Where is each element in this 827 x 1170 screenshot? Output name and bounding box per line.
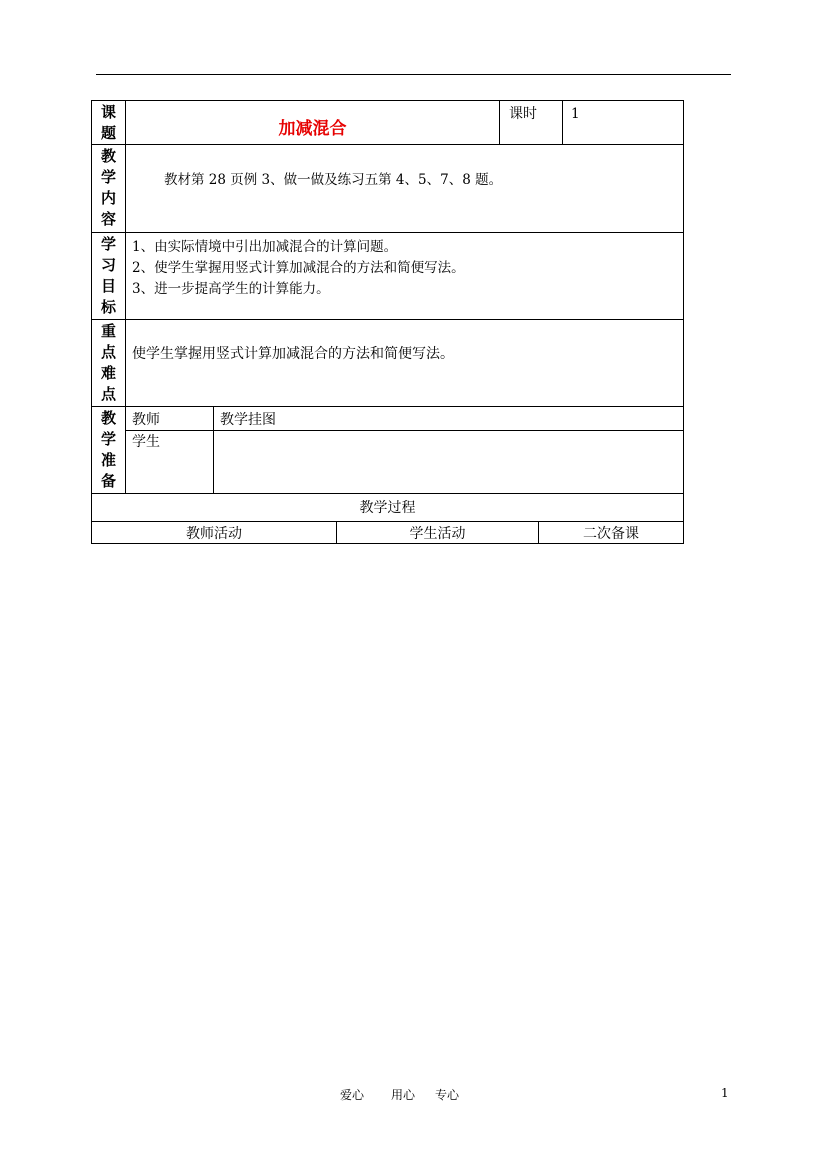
label-content: 教 学 内 容 [91,144,126,233]
goal-item-3: 3、进一步提高学生的计算能力。 [132,281,330,297]
goals-cell [125,232,684,320]
col-student-activity: 学生活动 [409,526,466,542]
label-goals: 学 习 目 标 [91,232,126,320]
period-label-cell [499,100,563,145]
col-teacher-activity: 教师活动 [186,526,242,542]
process-header-cell [91,493,684,522]
col-second-prep-cell [538,521,684,544]
goal-item-2: 2、使学生掌握用竖式计算加减混合的方法和简便写法。 [132,260,465,276]
label-preparation: 教 学 准 备 [91,406,126,494]
period-label: 课时 [509,106,537,122]
label-key-points: 重 点 难 点 [91,319,126,407]
lesson-title: 加减混合 [278,119,347,139]
key-points-cell [125,319,684,407]
col-student-activity-cell [336,521,539,544]
col-second-prep: 二次备课 [583,526,639,542]
prep-student-value-cell [213,430,684,494]
key-points-text: 使学生掌握用竖式计算加减混合的方法和简便写法。 [132,346,454,362]
header-rule [96,74,731,75]
process-header: 教学过程 [359,500,416,516]
prep-teacher-label-cell [125,406,214,431]
topic-title-cell [125,100,500,145]
prep-student-label-cell [125,430,214,494]
prep-teacher-value: 教学挂图 [220,412,276,428]
footer-slogan-3: 专心 [435,1088,460,1102]
prep-student-label: 学生 [132,434,160,450]
period-value: 1 [571,106,580,122]
prep-teacher-value-cell [213,406,684,431]
footer-slogan-1: 爱心 [340,1088,365,1102]
label-topic: 课 题 [91,100,126,145]
goal-item-1: 1、由实际情境中引出加减混合的计算问题。 [132,239,398,255]
page-number: 1 [721,1086,729,1100]
col-teacher-activity-cell [91,521,337,544]
content-cell [125,144,684,233]
period-value-cell [562,100,684,145]
footer-slogan-2: 用心 [391,1088,416,1102]
content-text: 教材第 28 页例 3、做一做及练习五第 4、5、7、8 题。 [164,172,503,188]
prep-teacher-label: 教师 [132,412,160,428]
